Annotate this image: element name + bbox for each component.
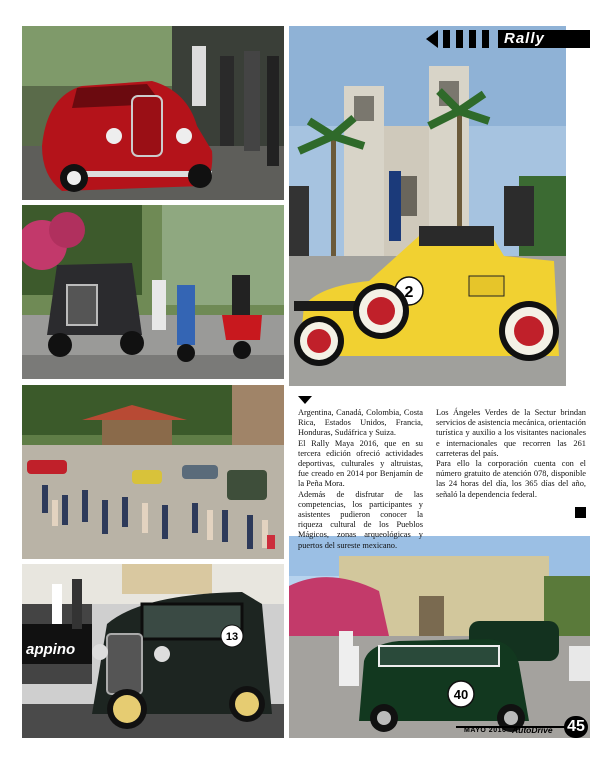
photo-plaza-crowd — [22, 385, 284, 559]
section-title: Rally — [498, 30, 590, 48]
paragraph: El Rally Maya 2016, que en su tercera edición ofreció actividades deportivas, culturales y altruistas, fue creado en 2014 por Benjamín de la Peña Mora. — [298, 438, 423, 489]
footer-brand: AutoDrive — [512, 725, 553, 735]
section-header — [426, 30, 590, 48]
header-bar — [443, 30, 450, 48]
plate-number-40: 40 — [453, 687, 469, 702]
header-bar — [456, 30, 463, 48]
paragraph: Para ello la corporación cuenta con el número gratuito de atención 078, disponible las 24 horas del día, los 365 días del año, señaló la dependencia federal. — [436, 459, 586, 499]
photo-black-car-motorcycles — [22, 205, 284, 379]
header-arrow-icon — [426, 30, 438, 48]
header-bar — [482, 30, 489, 48]
article-column-1 — [298, 408, 423, 551]
photo-black-ford-13 — [22, 564, 284, 738]
plate-number-13: 13 — [225, 631, 239, 643]
page-footer — [456, 716, 590, 738]
banner-text: appino — [26, 641, 76, 658]
plate-number-2: 2 — [404, 284, 414, 301]
footer-month: MAYO 2016 — [464, 727, 507, 734]
article-column-2 — [436, 408, 586, 500]
photo-green-mini-40 — [289, 536, 590, 738]
header-bar — [469, 30, 476, 48]
paragraph: Además de disfrutar de las competencias, los participantes y asistentes pudieron conocer la riqueza cultural de los Pueblos Mágicos, zonas arqueológicas y puertos del sureste mexicano. — [298, 489, 423, 550]
down-triangle-icon — [298, 396, 312, 404]
page-number: 45 — [564, 716, 588, 738]
photo-yellow-roadster-cathedral — [289, 26, 566, 386]
paragraph: Argentina, Canadá, Colombia, Costa Rica, Estados Unidos, Francia, Honduras, Sudáfrica y Suiza. — [298, 408, 423, 438]
photo-red-vintage-car — [22, 26, 284, 200]
end-mark-icon — [575, 507, 586, 518]
paragraph: Los Ángeles Verdes de la Sectur brindan servicios de asistencia mecánica, orientación turística y auxilio a los visitantes nacionales e internacionales que recorren las 261 carreteras del país. — [436, 408, 586, 458]
